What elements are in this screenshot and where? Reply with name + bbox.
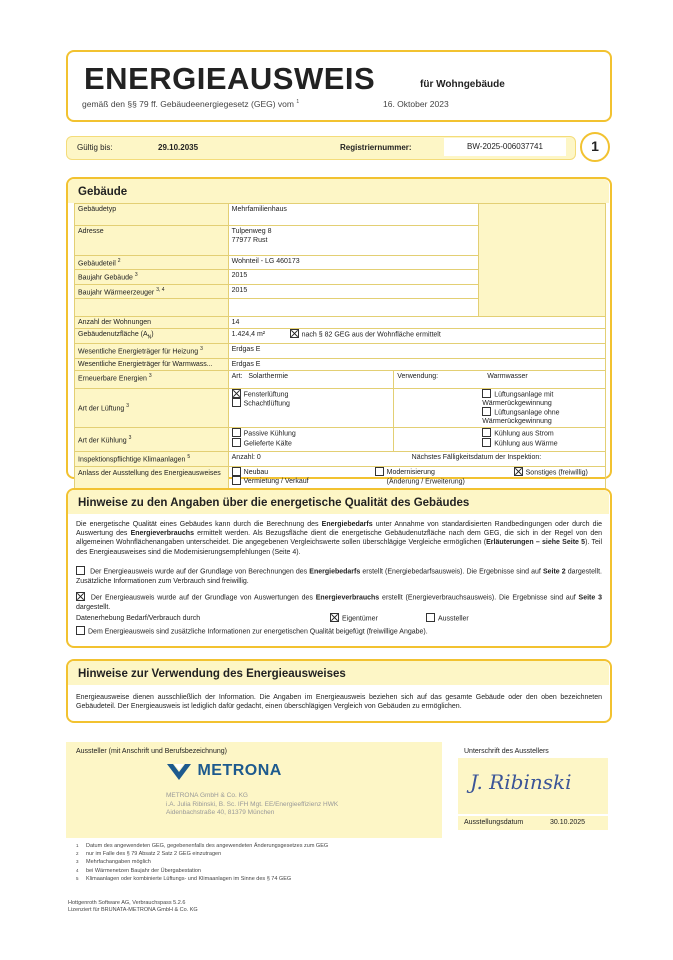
lueftung-opt2 bbox=[232, 399, 391, 408]
aussteller-label: Aussteller bbox=[438, 615, 469, 623]
sup-baujahr-waerme: 3, 4 bbox=[156, 286, 165, 293]
sup-heizung: 3 bbox=[200, 346, 203, 353]
lueftung-ohne-wrg-checkbox[interactable] bbox=[482, 407, 491, 416]
row-warmwasser bbox=[75, 358, 606, 370]
footnote-1-num: 1 bbox=[76, 843, 79, 848]
anlass-line2 bbox=[232, 477, 602, 486]
issuer-address bbox=[166, 792, 338, 818]
schachtlueftung-checkbox[interactable] bbox=[232, 398, 241, 407]
label-gebaeudeteil bbox=[75, 256, 229, 270]
zusatzinfo-checkbox[interactable] bbox=[76, 626, 85, 635]
sup-gebaeudeteil: 2 bbox=[117, 258, 121, 264]
gelieferte-kaelte-checkbox[interactable] bbox=[232, 438, 241, 447]
verbrauchsausweis-checkbox[interactable] bbox=[76, 592, 85, 601]
issuer-line3: Aidenbachstraße 40, 81379 München bbox=[166, 809, 275, 816]
intro-part3: ermittelt werden. Als Bezugsfläche dient die energetische Gebäudenutzfläche nach dem GEG, die sich in der Regel von den allgemeinen Wohnflächenangaben unterscheidet. Die angegebenen Vergleichswerte sollen überschlägige Vergleiche ermöglichen ( bbox=[76, 530, 603, 547]
label-lueftung bbox=[75, 388, 229, 428]
klima-count: Anzahl: 0 bbox=[231, 454, 261, 462]
label-baujahr-waerme-text: Baujahr Wärmeerzeuger bbox=[78, 288, 155, 296]
passive-kuehlung-checkbox[interactable] bbox=[232, 428, 241, 437]
sup-lueftung: 3 bbox=[126, 403, 130, 410]
zusatz-option bbox=[76, 627, 428, 636]
label-lueftung-text: Art der Lüftung bbox=[78, 405, 125, 413]
kuehlung-opt1 bbox=[232, 429, 391, 438]
modernisierung-checkbox[interactable] bbox=[375, 467, 384, 476]
value-gebaeudetyp: Mehrfamilienhaus bbox=[228, 204, 478, 226]
value-nutzflaeche bbox=[228, 328, 605, 343]
footnote-3-num: 3 bbox=[76, 859, 79, 865]
passive-kuehlung-label: Passive Kühlung bbox=[243, 430, 296, 438]
software-line1: Hottgenroth Software AG, Verbrauchspass 5.2.6 bbox=[68, 900, 186, 906]
label-nutzflaeche-text: Gebäudenutzfläche (A bbox=[78, 330, 148, 338]
footnote-2 bbox=[76, 850, 328, 858]
sup-klima: 5 bbox=[187, 454, 191, 461]
bedarf-text-b: Energiebedarfs bbox=[309, 568, 361, 576]
metrona-logo-icon bbox=[165, 760, 193, 782]
bedarf-text-a: Der Energieausweis wurde auf der Grundlage von Berechnungen des bbox=[90, 568, 308, 576]
erneuerbar-verwendung-value: Warmwasser bbox=[487, 372, 528, 380]
row-gebaeudetyp bbox=[75, 204, 606, 226]
value-erneuerbar-verwendung bbox=[394, 370, 606, 388]
lueftung-left bbox=[228, 388, 394, 428]
footnote-4-text: bei Wärmenetzen Baujahr der Übergabestation bbox=[86, 867, 201, 874]
footnote-2-num: 2 bbox=[76, 851, 79, 857]
kuehlung-strom-label: Kühlung aus Strom bbox=[494, 430, 554, 438]
erhebung-label: Datenerhebung Bedarf/Verbrauch durch bbox=[76, 615, 201, 622]
issuer-box bbox=[66, 742, 442, 838]
spacer-value bbox=[228, 298, 478, 316]
label-baujahr-text: Baujahr Gebäude bbox=[78, 274, 133, 282]
label-baujahr bbox=[75, 270, 229, 284]
bedarfsausweis-checkbox[interactable] bbox=[76, 566, 85, 575]
lueftung-opt3 bbox=[482, 390, 602, 408]
row-kuehlung bbox=[75, 428, 606, 452]
kuehlung-waerme-label: Kühlung aus Wärme bbox=[494, 440, 558, 448]
sonstiges-checkbox[interactable] bbox=[514, 467, 523, 476]
signature-label: Unterschrift des Ausstellers bbox=[464, 748, 549, 755]
building-table bbox=[74, 203, 606, 491]
lueftung-mit-wrg-label: Lüftungsanlage mit Wärmerückgewinnung bbox=[482, 391, 554, 408]
nutzflaeche-note: nach § 82 GEG aus der Wohnfläche ermittelt bbox=[301, 331, 441, 339]
verbrauch-text-d: Seite 3 bbox=[578, 594, 603, 602]
nutzflaeche-checkbox[interactable] bbox=[290, 329, 299, 338]
kuehlung-left bbox=[228, 428, 394, 452]
intro-bold1: Energiebedarfs bbox=[321, 521, 373, 528]
value-erneuerbar-art bbox=[228, 370, 394, 388]
value-gebaeudeteil: Wohnteil - LG 460173 bbox=[228, 256, 478, 270]
label-wohnungen: Anzahl der Wohnungen bbox=[75, 316, 229, 328]
address-city: 77977 Rust bbox=[231, 237, 268, 244]
gelieferte-kaelte-label: Gelieferte Kälte bbox=[243, 440, 292, 448]
anlass-line1 bbox=[232, 468, 602, 477]
row-wohnungen bbox=[75, 316, 606, 328]
fensterlueftung-checkbox[interactable] bbox=[232, 389, 241, 398]
lueftung-right bbox=[394, 388, 606, 428]
intro-part2: unter Annahme von standardisierten Randbedingungen oder durch die Auswertung des bbox=[76, 521, 603, 538]
legal-footnote: 1 bbox=[296, 99, 300, 106]
registration-number: BW-2025-006037741 bbox=[444, 138, 566, 156]
verbrauch-text-b: Energieverbrauchs bbox=[315, 594, 380, 602]
sonstiges-label: Sonstiges (freiwillig) bbox=[525, 469, 588, 477]
intro-part4: ). Teil des Energieausweises sind die Modernisierungsempfehlungen (Seite 4). bbox=[76, 539, 602, 556]
lueftung-opt1 bbox=[232, 390, 391, 399]
label-anlass: Anlass der Ausstellung des Energieausweises bbox=[75, 466, 229, 490]
kuehlung-opt3 bbox=[482, 429, 602, 438]
label-heizung-text: Wesentliche Energieträger für Heizung bbox=[78, 348, 199, 356]
sup-erneuerbar: 3 bbox=[148, 372, 152, 379]
footnote-1 bbox=[76, 842, 328, 850]
vermietung-label: Vermietung / Verkauf bbox=[243, 478, 309, 486]
bedarf-text-e: dargestellt. Zusätzliche Informationen zum Verbrauch sind freiwillig. bbox=[76, 568, 603, 585]
label-kuehlung-text: Art der Kühlung bbox=[78, 437, 127, 445]
value-baujahr-waerme: 2015 bbox=[228, 284, 478, 298]
eigentuemer-checkbox[interactable] bbox=[330, 613, 339, 622]
bedarf-text-d: Seite 2 bbox=[542, 568, 566, 576]
footnotes bbox=[76, 842, 328, 883]
kuehlung-strom-checkbox[interactable] bbox=[482, 428, 491, 437]
spacer-label bbox=[75, 298, 229, 316]
row-klima bbox=[75, 452, 606, 466]
sup-baujahr: 3 bbox=[134, 272, 138, 279]
schachtlueftung-label: Schachtlüftung bbox=[243, 400, 290, 408]
row-heizung bbox=[75, 344, 606, 358]
neubau-checkbox[interactable] bbox=[232, 467, 241, 476]
metrona-logo bbox=[165, 760, 282, 782]
label-nutzflaeche bbox=[75, 328, 229, 343]
page-number-badge: 1 bbox=[580, 132, 610, 162]
row-lueftung bbox=[75, 388, 606, 428]
value-warmwasser: Erdgas E bbox=[228, 358, 605, 370]
aussteller-option bbox=[426, 614, 469, 623]
erneuerbar-verwendung-label: Verwendung: bbox=[397, 372, 439, 380]
lueftung-opt4 bbox=[482, 408, 602, 426]
vermietung-checkbox[interactable] bbox=[232, 476, 241, 485]
footnote-5-num: 5 bbox=[76, 875, 79, 881]
eigentuemer-option bbox=[330, 614, 378, 623]
quality-hints-title: Hinweise zu den Angaben über die energetische Qualität des Gebäudes bbox=[78, 497, 470, 509]
usage-hints-text: Energieausweise dienen ausschließlich der Information. Die Angaben im Energieausweis beziehen sich auf das gesamte Gebäude oder den oben bezeichneten Gebäudeteil. Der Energieausweis ist lediglich dafür gedacht, einen überschlägigen Vergleich von Gebäuden zu ermöglichen. bbox=[76, 694, 602, 711]
intro-bold2: Energieverbrauchs bbox=[130, 530, 194, 538]
lueftung-ohne-wrg-label: Lüftungsanlage ohne Wärmerückgewinnung bbox=[482, 409, 560, 426]
kuehlung-waerme-checkbox[interactable] bbox=[482, 438, 491, 447]
value-klima bbox=[228, 452, 605, 466]
issuer-line2: i.A. Julia Ribinski, B. Sc. IFH Mgt. EE/Energieeffizienz HWK bbox=[166, 800, 339, 808]
label-nutzflaeche-sub: N bbox=[147, 334, 152, 341]
issue-date-label: Ausstellungsdatum bbox=[464, 819, 524, 826]
neubau-label: Neubau bbox=[243, 469, 269, 477]
fensterlueftung-label: Fensterlüftung bbox=[243, 391, 289, 399]
bedarf-text-c: erstellt (Energiebedarfsausweis). Die Ergebnisse sind auf bbox=[362, 568, 541, 576]
metrona-logo-text: METRONA bbox=[197, 762, 282, 779]
footnote-4 bbox=[76, 867, 328, 875]
building-header-bg bbox=[68, 179, 609, 203]
usage-hints-title: Hinweise zur Verwendung des Energieausweises bbox=[78, 668, 346, 680]
nutzflaeche-value: 1.424,4 m² bbox=[231, 331, 266, 339]
value-heizung: Erdgas E bbox=[228, 344, 605, 358]
zusatzinfo-label: Dem Energieausweis sind zusätzliche Informationen zur energetischen Qualität beigefügt (freiwillige Angabe). bbox=[88, 628, 428, 636]
address-street: Tulpenweg 8 bbox=[231, 228, 272, 235]
intro-bold3: Erläuterungen – siehe Seite 5 bbox=[486, 539, 586, 547]
sup-kuehlung: 3 bbox=[128, 435, 132, 442]
validity-date: 29.10.2035 bbox=[158, 143, 199, 152]
aussteller-checkbox[interactable] bbox=[426, 613, 435, 622]
value-wohnungen: 14 bbox=[228, 316, 605, 328]
footnote-5-text: Klimaanlagen oder kombinierte Lüftungs- und Klimaanlagen im Sinne des § 74 GEG bbox=[86, 875, 292, 882]
value-adresse bbox=[228, 226, 478, 256]
label-gebaeudetyp: Gebäudetyp bbox=[75, 204, 229, 226]
header-box bbox=[66, 50, 612, 122]
label-klima bbox=[75, 452, 229, 466]
erneuerbar-art-label: Art: bbox=[231, 372, 243, 380]
label-nutzflaeche-end: ) bbox=[151, 330, 154, 338]
intro-part1: Die energetische Qualität eines Gebäudes kann durch die Berechnung des bbox=[76, 521, 319, 528]
footnote-5 bbox=[76, 875, 328, 883]
label-erneuerbar-text: Erneuerbare Energien bbox=[78, 375, 147, 383]
label-baujahr-waerme bbox=[75, 284, 229, 298]
photo-area bbox=[479, 204, 606, 317]
issuer-line1: METRONA GmbH & Co. KG bbox=[166, 792, 248, 799]
software-line2: Lizenziert für BRUNATA-METRONA GmbH & Co. KG bbox=[68, 907, 198, 913]
verbrauch-option bbox=[76, 593, 602, 612]
footnote-3-text: Mehrfachangaben möglich bbox=[86, 859, 151, 866]
footnote-2-text: nur im Falle des § 79 Absatz 2 Satz 2 GEG einzutragen bbox=[86, 851, 222, 858]
quality-intro bbox=[76, 520, 602, 557]
verbrauch-text-e: dargestellt. bbox=[76, 603, 111, 611]
validity-label: Gültig bis: bbox=[77, 143, 113, 152]
lueftung-mit-wrg-checkbox[interactable] bbox=[482, 389, 491, 398]
erneuerbar-art-value: Solarthermie bbox=[248, 372, 289, 380]
kuehlung-opt4 bbox=[482, 439, 602, 448]
label-warmwasser: Wesentliche Energieträger für Warmwass... bbox=[75, 358, 229, 370]
legal-basis bbox=[82, 99, 299, 109]
software-info bbox=[68, 900, 198, 914]
value-baujahr: 2015 bbox=[228, 270, 478, 284]
legal-basis-text: gemäß den §§ 79 ff. Gebäudeenergiegesetz (GEG) vom bbox=[82, 99, 294, 109]
signature: J. Ribinski bbox=[470, 770, 572, 794]
label-kuehlung bbox=[75, 428, 229, 452]
building-title: Gebäude bbox=[78, 186, 128, 198]
kuehlung-opt2 bbox=[232, 439, 391, 448]
row-anlass bbox=[75, 466, 606, 490]
usage-hints-section bbox=[66, 659, 612, 723]
footnote-4-num: 4 bbox=[76, 867, 79, 873]
label-erneuerbar bbox=[75, 370, 229, 388]
issuer-label: Aussteller (mit Anschrift und Berufsbezeichnung) bbox=[76, 748, 227, 755]
kuehlung-right bbox=[394, 428, 606, 452]
issue-date: 30.10.2025 bbox=[550, 819, 586, 826]
bedarf-option bbox=[76, 567, 602, 586]
document-type: für Wohngebäude bbox=[420, 79, 505, 90]
legal-date: 16. Oktober 2023 bbox=[383, 99, 449, 109]
value-anlass bbox=[228, 466, 605, 490]
label-klima-text: Inspektionspflichtige Klimaanlagen bbox=[78, 456, 186, 464]
row-nutzflaeche bbox=[75, 328, 606, 343]
document-title: ENERGIEAUSWEIS bbox=[84, 61, 376, 96]
label-gebaeudeteil-text: Gebäudeteil bbox=[78, 260, 116, 268]
label-adresse: Adresse bbox=[75, 226, 229, 256]
modernisierung-label: Modernisierung bbox=[386, 469, 435, 477]
row-erneuerbar bbox=[75, 370, 606, 388]
modernisierung-note: (Änderung / Erweiterung) bbox=[386, 478, 465, 486]
footnote-1-text: Datum des angewendeten GEG, gegebenenfalls des angewendeten Änderungsgesetzes zum GEG bbox=[86, 843, 329, 849]
footnote-3 bbox=[76, 858, 328, 866]
registration-label: Registriernummer: bbox=[340, 143, 412, 152]
label-heizung bbox=[75, 344, 229, 358]
eigentuemer-label: Eigentümer bbox=[342, 615, 378, 623]
verbrauch-text-c: erstellt (Energieverbrauchsausweis). Die Ergebnisse sind auf bbox=[382, 594, 576, 602]
klima-next-inspection: Nächstes Fälligkeitsdatum der Inspektion: bbox=[411, 454, 542, 462]
verbrauch-text-a: Der Energieausweis wurde auf der Grundlage von Auswertungen des bbox=[90, 594, 313, 602]
